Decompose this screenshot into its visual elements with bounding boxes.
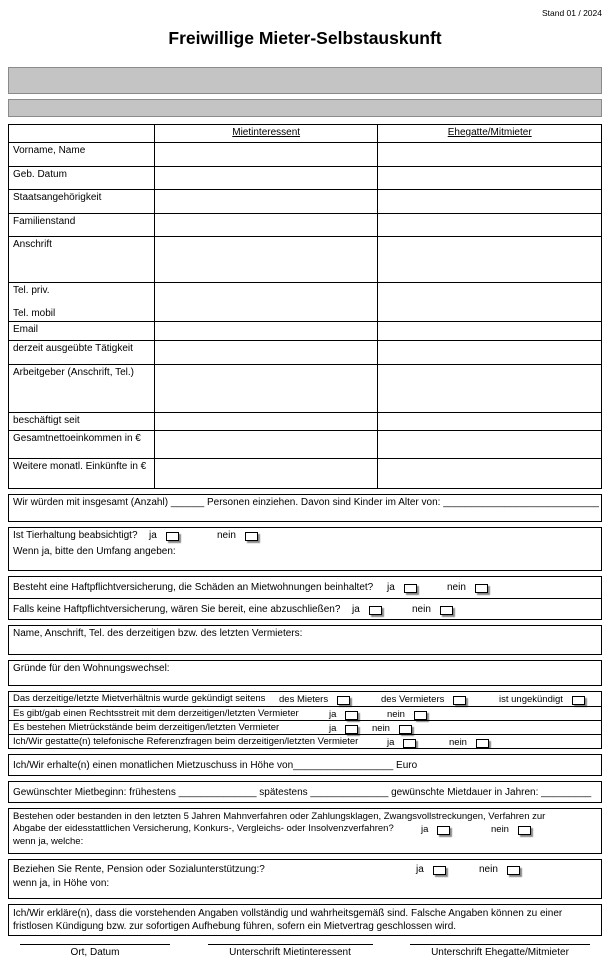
insolvency-followup: wenn ja, welche: [13, 836, 84, 847]
liability1-nein-checkbox[interactable] [475, 584, 488, 593]
table-row [9, 167, 602, 190]
row-label: Anschrift [9, 237, 155, 283]
tenancy-mieter-checkbox[interactable] [337, 696, 350, 705]
header-empty-cell [9, 125, 155, 143]
tenancy-vermieter-checkbox[interactable] [453, 696, 466, 705]
tenancy-ungekuendigt-option [499, 694, 585, 706]
nein-label: nein [449, 737, 467, 748]
section-pension [8, 859, 602, 899]
row-label: Geb. Datum [9, 167, 155, 190]
insolvency-ja-option [421, 824, 450, 836]
move-reason-text: Gründe für den Wohnungswechsel: [13, 663, 170, 674]
mieter-label: des Mieters [279, 694, 329, 705]
tel-priv-label: Tel. priv. [13, 285, 50, 296]
row-label: Vorname, Name [9, 143, 155, 167]
row-label: derzeit ausgeübte Tätigkeit [9, 341, 155, 365]
pets-followup: Wenn ja, bitte den Umfang angeben: [13, 546, 176, 557]
field-address-spouse[interactable] [378, 237, 602, 283]
insolvency-nein-checkbox[interactable] [518, 826, 531, 835]
pension-followup: wenn ja, in Höhe von: [13, 878, 110, 889]
ja-label: ja [387, 737, 395, 748]
field-employer-spouse[interactable] [378, 365, 602, 413]
field-name-spouse[interactable] [378, 143, 602, 167]
section-tenancy [8, 691, 602, 749]
liability-q2: Falls keine Haftpflichtversicherung, wären Sie bereit, eine abzuschließen? [13, 604, 341, 615]
section-declaration [8, 904, 602, 936]
version-label: Stand 01 / 2024 [541, 8, 602, 18]
field-birthdate-spouse[interactable] [378, 167, 602, 190]
section-pets [8, 527, 602, 571]
table-row [9, 214, 602, 237]
tenancy4-nein-option [449, 737, 489, 749]
table-row [9, 143, 602, 167]
section-landlord[interactable] [8, 625, 602, 655]
tenancy3-nein-checkbox[interactable] [399, 725, 412, 734]
ja-label: ja [421, 824, 429, 835]
pets-nein-option [217, 530, 258, 542]
nein-label: nein [447, 582, 466, 593]
page-title: Freiwillige Mieter-Selbstauskunft [168, 28, 442, 48]
tenancy-q3: Es bestehen Mietrückstände beim derzeitigen/letzten Vermieter [13, 722, 280, 733]
nein-label: nein [217, 530, 236, 541]
nein-label: nein [412, 604, 431, 615]
signature-caption: Unterschrift Mietinteressent [229, 947, 351, 958]
signature-place-date [20, 944, 170, 958]
header-bar-1 [8, 67, 602, 94]
liability-q1: Besteht eine Haftpflichtversicherung, die Schäden an Mietwohnungen beinhaltet? [13, 582, 374, 593]
field-address-applicant[interactable] [154, 237, 378, 283]
tenancy4-ja-option [387, 737, 416, 749]
tenancy4-ja-checkbox[interactable] [403, 739, 416, 748]
field-nationality-applicant[interactable] [154, 190, 378, 214]
nein-label: nein [387, 709, 405, 720]
nein-label: nein [491, 824, 509, 835]
pension-nein-option [479, 864, 520, 876]
field-email-applicant[interactable] [154, 322, 378, 341]
tenancy-q4: Ich/Wir gestatte(n) telefonische Referenzfragen beim derzeitigen/letzten Vermieter [13, 736, 359, 747]
pets-ja-option [149, 530, 179, 542]
ja-label: ja [387, 582, 395, 593]
table-row [9, 341, 602, 365]
nein-label: nein [372, 723, 390, 734]
row-label: Weitere monatl. Einkünfte in € [9, 459, 155, 489]
row-label: Arbeitgeber (Anschrift, Tel.) [9, 365, 155, 413]
vermieter-label: des Vermieters [381, 694, 445, 705]
tenancy4-nein-checkbox[interactable] [476, 739, 489, 748]
field-other-income-applicant[interactable] [154, 459, 378, 489]
field-phone-applicant[interactable] [154, 283, 378, 322]
tenancy-mieter-option [279, 694, 350, 706]
table-row [9, 322, 602, 341]
ungekuendigt-label: ist ungekündigt [499, 694, 563, 705]
table-row [9, 413, 602, 431]
landlord-text: Name, Anschrift, Tel. des derzeitigen bzw. des letzten Vermieters: [13, 628, 303, 639]
field-email-spouse[interactable] [378, 322, 602, 341]
ja-label: ja [352, 604, 360, 615]
field-occupation-spouse[interactable] [378, 341, 602, 365]
table-row-tel [9, 283, 602, 322]
column-header-applicant-label: Mietinteressent [232, 127, 301, 138]
ja-label: ja [329, 709, 337, 720]
tenancy-vermieter-option [381, 694, 466, 706]
section-rental-start [8, 781, 602, 803]
field-employer-applicant[interactable] [154, 365, 378, 413]
applicant-table [8, 124, 602, 489]
field-phone-spouse[interactable] [378, 283, 602, 322]
tel-mobil-label: Tel. mobil [13, 308, 56, 319]
section-subsidy [8, 754, 602, 776]
field-net-income-spouse[interactable] [378, 431, 602, 459]
nein-label: nein [479, 864, 498, 875]
section-move-reason[interactable] [8, 660, 602, 686]
table-header-row [9, 125, 602, 143]
subsidy-text: Ich/Wir erhalte(n) einen monatlichen Mietzuschuss in Höhe von__________________ Euro [13, 760, 418, 771]
insolvency-line2: Abgabe der eidesstattlichen Versicherung, Konkurs-, Vergleichs- oder Insolvenzverfahren? [13, 823, 394, 834]
table-row [9, 431, 602, 459]
field-net-income-applicant[interactable] [154, 431, 378, 459]
signature-caption: Unterschrift Ehegatte/Mitmieter [431, 947, 569, 958]
column-header-spouse [378, 125, 602, 143]
field-name-applicant[interactable] [154, 143, 378, 167]
field-birthdate-applicant[interactable] [154, 167, 378, 190]
field-marital-status-spouse[interactable] [378, 214, 602, 237]
table-row [9, 459, 602, 489]
pets-question: Ist Tierhaltung beabsichtigt? [13, 530, 138, 541]
signature-caption: Ort, Datum [70, 947, 120, 958]
ja-label: ja [416, 864, 424, 875]
row-label: Familienstand [9, 214, 155, 237]
ja-label: ja [149, 530, 157, 541]
section-insolvency [8, 808, 602, 854]
signature-spouse [410, 944, 590, 958]
pension-nein-checkbox[interactable] [507, 866, 520, 875]
field-employed-since-applicant[interactable] [154, 413, 378, 431]
pets-ja-checkbox[interactable] [166, 532, 179, 541]
header-bar-2 [8, 99, 602, 117]
pension-question: Beziehen Sie Rente, Pension oder Sozialunterstützung:? [13, 864, 265, 875]
row-label: Email [9, 322, 155, 341]
table-row [9, 190, 602, 214]
liability2-ja-checkbox[interactable] [369, 606, 382, 615]
liability1-ja-option [387, 582, 417, 594]
insolvency-line1: Bestehen oder bestanden in den letzten 5 Jahren Mahnverfahren oder Zahlungsklagen, Zwangsvollstreckungen, Verfahren zur [13, 811, 546, 822]
tenancy-q1: Das derzeitige/letzte Mietverhältnis wurde gekündigt seitens [13, 693, 266, 704]
table-row [9, 237, 602, 283]
column-header-applicant [154, 125, 378, 143]
liability1-nein-option [447, 582, 488, 594]
pension-ja-checkbox[interactable] [433, 866, 446, 875]
tenancy-ungekuendigt-checkbox[interactable] [572, 696, 585, 705]
declaration-text: Ich/Wir erkläre(n), dass die vorstehenden Angaben vollständig und wahrheitsgemäß sind. Falsche Angaben können zu einer fristlosen Kündigung bzw. zur sofortigen Aufhebung führen, sofern ein Mietvertrag geschlossen wird. [13, 908, 563, 932]
table-row [9, 365, 602, 413]
signature-row [8, 944, 602, 958]
ja-label: ja [329, 723, 337, 734]
insolvency-ja-checkbox[interactable] [437, 826, 450, 835]
household-text: Wir würden mit insgesamt (Anzahl) ______ Personen einziehen. Davon sind Kinder im Alter von: ____________________________ [13, 497, 599, 508]
field-nationality-spouse[interactable] [378, 190, 602, 214]
rental-start-text: Gewünschter Mietbeginn: frühestens ______________ spätestens ______________ gewünschte Mietdauer in Jahren: _________ [13, 787, 592, 798]
pension-ja-option [416, 864, 446, 876]
field-other-income-spouse[interactable] [378, 459, 602, 489]
tenancy-q2: Es gibt/gab einen Rechtsstreit mit dem derzeitigen/letzten Vermieter [13, 708, 299, 719]
section-liability [8, 576, 602, 620]
section-household [8, 494, 602, 522]
row-label [9, 283, 155, 322]
liability2-nein-checkbox[interactable] [440, 606, 453, 615]
liability1-ja-checkbox[interactable] [404, 584, 417, 593]
field-marital-status-applicant[interactable] [154, 214, 378, 237]
tenancy3-ja-checkbox[interactable] [345, 725, 358, 734]
column-header-spouse-label: Ehegatte/Mitmieter [447, 127, 532, 138]
liability2-ja-option [352, 604, 382, 616]
row-label: beschäftigt seit [9, 413, 155, 431]
field-employed-since-spouse[interactable] [378, 413, 602, 431]
insolvency-nein-option [491, 824, 531, 836]
tenancy2-nein-checkbox[interactable] [414, 711, 427, 720]
tenancy2-ja-checkbox[interactable] [345, 711, 358, 720]
row-label: Gesamtnettoeinkommen in € [9, 431, 155, 459]
field-occupation-applicant[interactable] [154, 341, 378, 365]
signature-applicant [208, 944, 373, 958]
pets-nein-checkbox[interactable] [245, 532, 258, 541]
liability2-nein-option [412, 604, 453, 616]
row-label: Staatsangehörigkeit [9, 190, 155, 214]
